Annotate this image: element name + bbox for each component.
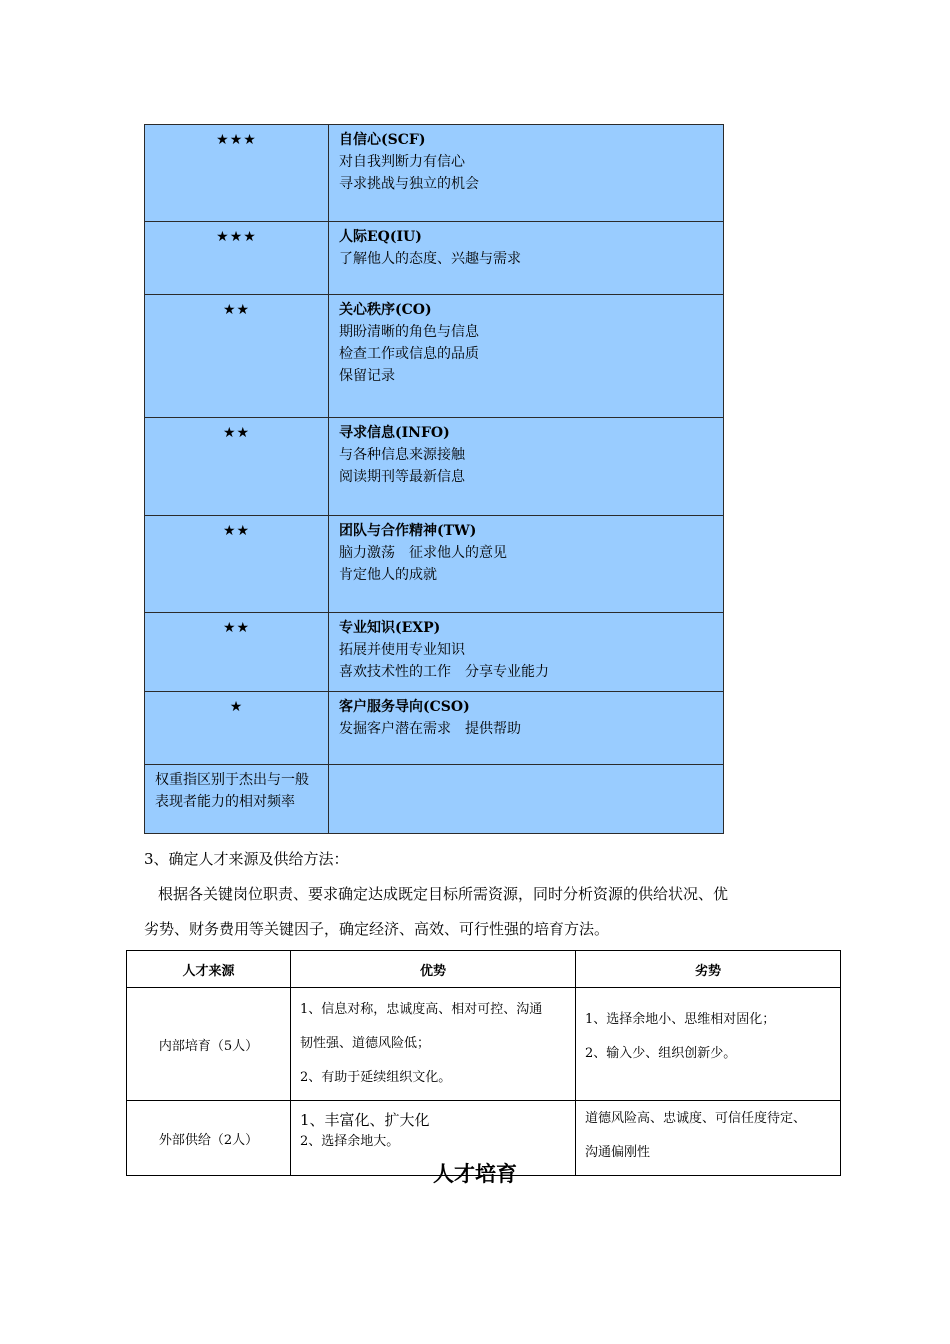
pros-line: 韧性强、道德风险低；: [300, 1036, 431, 1051]
weight-note: 权重指区别于杰出与一般表现者能力的相对频率: [145, 765, 329, 834]
competency-table: [144, 124, 724, 834]
table-row: [145, 692, 724, 765]
competency-line: 了解他人的态度、兴趣与需求: [339, 251, 521, 267]
weight-stars: ★★★: [145, 125, 329, 222]
source-name: 外部供给（2人）: [127, 1101, 291, 1176]
pros-line: 2、有助于延续组织文化。: [300, 1070, 452, 1085]
competency-name: 人际: [339, 229, 367, 245]
competency-name: 寻求信息: [339, 425, 395, 441]
competency-line: 肯定他人的成就: [339, 567, 437, 583]
table-row: [145, 765, 724, 834]
pros-cell: [291, 988, 576, 1101]
header-source: 人才来源: [127, 951, 291, 988]
competency-cell: [329, 692, 724, 765]
table-row: [127, 988, 841, 1101]
competency-cell: [329, 222, 724, 295]
pros-line: 1、丰富化、扩大化: [300, 1111, 430, 1129]
weight-stars: ★★: [145, 516, 329, 613]
competency-code: (CSO): [423, 699, 470, 715]
table-row: [145, 125, 724, 222]
competency-name: 客户服务导向: [339, 699, 423, 715]
competency-code: (TW): [437, 523, 477, 539]
source-name: 内部培育（5人）: [127, 988, 291, 1101]
competency-code: (INFO): [395, 425, 450, 441]
paragraph-line-1: 根据各关键岗位职责、要求确定达成既定目标所需资源，同时分析资源的供给状况、优: [158, 885, 729, 903]
competency-name: 专业知识: [339, 620, 395, 636]
cons-cell: [576, 988, 841, 1101]
table-row: [145, 418, 724, 516]
competency-cell: [329, 418, 724, 516]
competency-code: (SCF): [381, 132, 426, 148]
header-cons: 劣势: [576, 951, 841, 988]
weight-stars: ★★★: [145, 222, 329, 295]
table-row: [145, 222, 724, 295]
cons-line: 沟通偏刚性: [585, 1145, 651, 1160]
competency-cell: [329, 125, 724, 222]
page-title: 人才培育: [433, 1161, 517, 1186]
weight-stars: ★★: [145, 295, 329, 418]
competency-cell: [329, 295, 724, 418]
pros-line: 2、选择余地大。: [300, 1134, 400, 1149]
paragraph-line-2: 劣势、财务费用等关键因子，确定经济、高效、可行性强的培育方法。: [144, 920, 610, 938]
cons-line: 道德风险高、忠诚度、可信任度待定、: [585, 1111, 807, 1126]
table-header-row: [127, 951, 841, 988]
competency-name: 关心秩序: [339, 302, 395, 318]
table-row: [145, 516, 724, 613]
cons-line: 2、输入少、组织创新少。: [585, 1046, 737, 1061]
competency-name: 自信心: [339, 132, 381, 148]
competency-name: 团队与合作精神: [339, 523, 437, 539]
table-row: [145, 613, 724, 692]
table-row: [145, 295, 724, 418]
competency-cell: [329, 613, 724, 692]
competency-line: 对自我判断力有信心: [339, 154, 465, 170]
competency-line: 期盼清晰的角色与信息: [339, 324, 479, 340]
competency-code: EQ(IU): [367, 229, 422, 245]
weight-stars: ★★: [145, 418, 329, 516]
cons-line: 1、选择余地小、思维相对固化；: [585, 1012, 776, 1027]
pros-line: 1、信息对称，忠诚度高、相对可控、沟通: [300, 1002, 543, 1017]
competency-line: 检查工作或信息的品质: [339, 346, 479, 362]
weight-stars: ★★: [145, 613, 329, 692]
competency-code: (EXP): [395, 620, 441, 636]
competency-line: 保留记录: [339, 368, 395, 384]
header-pros: 优势: [291, 951, 576, 988]
competency-line: 拓展并使用专业知识: [339, 642, 465, 658]
empty-cell: [329, 765, 724, 834]
competency-cell: [329, 516, 724, 613]
competency-line: 与各种信息来源接触: [339, 447, 465, 463]
competency-line: 喜欢技术性的工作 分享专业能力: [339, 664, 549, 680]
competency-line: 脑力激荡 征求他人的意见: [339, 545, 507, 561]
competency-code: (CO): [395, 302, 432, 318]
weight-stars: ★: [145, 692, 329, 765]
competency-line: 发掘客户潜在需求 提供帮助: [339, 721, 521, 737]
talent-source-table: [126, 950, 841, 1176]
competency-line: 阅读期刊等最新信息: [339, 469, 465, 485]
section-heading: 3、确定人才来源及供给方法：: [144, 850, 349, 868]
competency-line: 寻求挑战与独立的机会: [339, 176, 479, 192]
